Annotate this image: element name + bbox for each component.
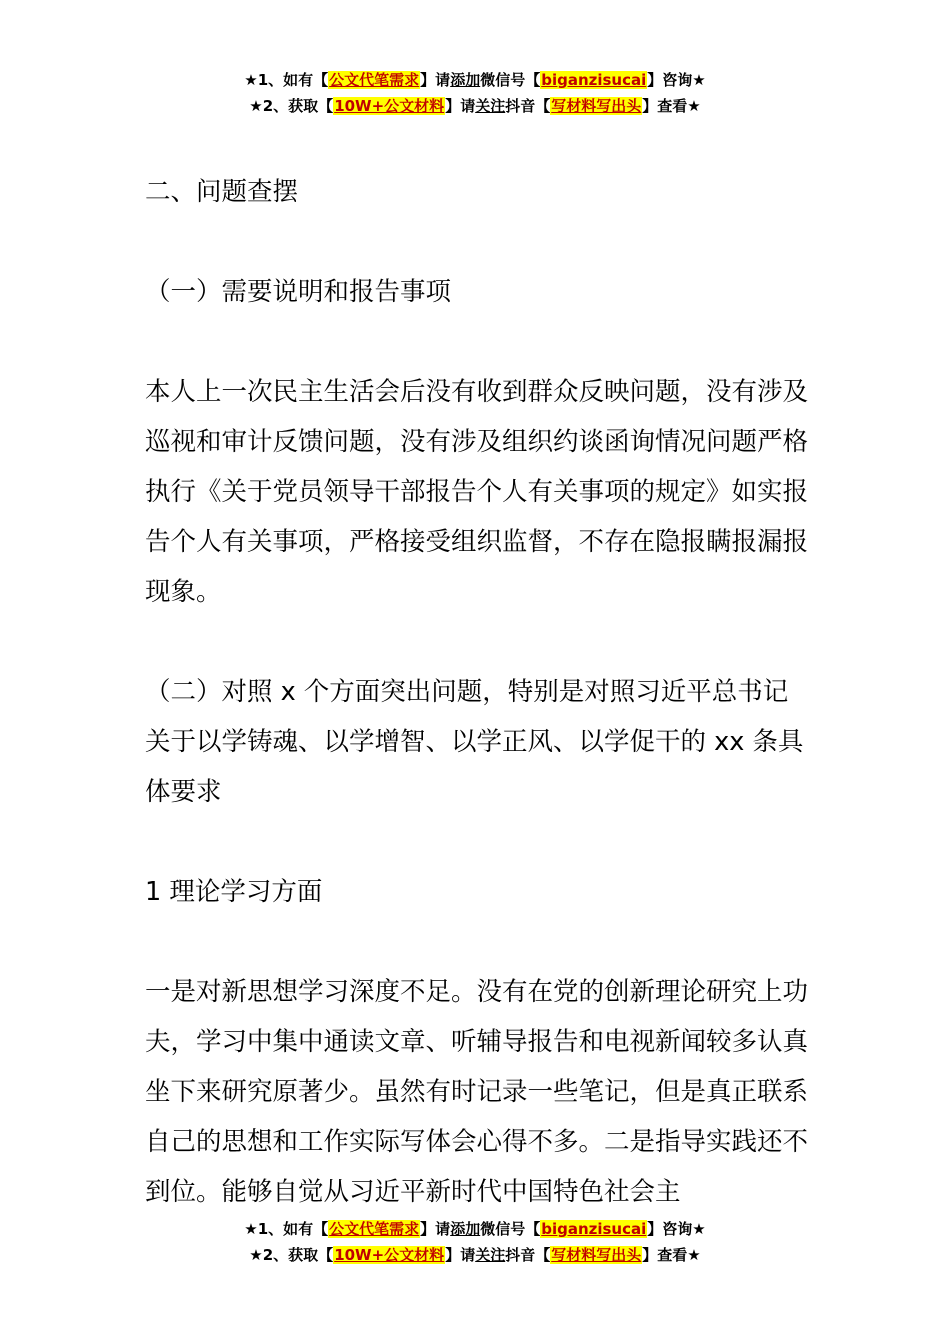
- footer-banner: [0, 1216, 950, 1268]
- highlight-douyin-account: 写材料写出头: [551, 97, 642, 115]
- banner-text: 抖音【: [505, 1246, 551, 1264]
- banner-line-1: [0, 1216, 950, 1242]
- banner-text: 】请: [420, 1220, 451, 1238]
- banner-text: 2、获取【: [262, 1246, 334, 1264]
- banner-emphasis: 关注: [475, 97, 506, 115]
- banner-line-1: [0, 67, 950, 93]
- banner-line-2: [0, 93, 950, 119]
- banner-text: 1、如有【: [257, 71, 329, 89]
- highlight-wechat-id: biganzisucai: [541, 1220, 647, 1238]
- banner-text: 2、获取【: [262, 97, 334, 115]
- banner-emphasis: 添加: [450, 1220, 481, 1238]
- star-icon: ★: [249, 97, 263, 115]
- star-icon: ★: [244, 1220, 258, 1238]
- highlight-materials: 10W+公文材料: [334, 1246, 445, 1264]
- banner-text: 】请: [445, 1246, 476, 1264]
- banner-text: 】咨询★: [647, 71, 706, 89]
- banner-emphasis: 添加: [450, 71, 481, 89]
- section-theory-study: 1 理论学习方面: [145, 877, 323, 907]
- highlight-materials: 10W+公文材料: [334, 97, 445, 115]
- document-body: [145, 167, 810, 1217]
- highlight-douyin-account: 写材料写出头: [551, 1246, 642, 1264]
- paragraph-theory-study: 一是对新思想学习深度不足。没有在党的创新理论研究上功夫，学习中集中通读文章、听辅导报告和电视新闻较多认真坐下来研究原著少。虽然有时记录一些笔记，但是真正联系自己的思想和工作实际写体会心得不多。二是指导实践还不到位。能够自觉从习近平新时代中国特色社会主: [145, 977, 809, 1207]
- highlight-service: 公文代笔需求: [329, 71, 420, 89]
- banner-text: 】咨询★: [647, 1220, 706, 1238]
- banner-text: 】请: [420, 71, 451, 89]
- banner-text: 1、如有【: [257, 1220, 329, 1238]
- banner-text: 微信号【: [480, 71, 541, 89]
- subheading-comparison: （二）对照 x 个方面突出问题，特别是对照习近平总书记关于以学铸魂、以学增智、以学正风、以学促干的 xx 条具体要求: [145, 677, 804, 807]
- star-icon: ★: [249, 1246, 263, 1264]
- banner-text: 】请: [445, 97, 476, 115]
- banner-text: 】查看★: [642, 97, 701, 115]
- section-heading: 二、问题查摆: [145, 177, 299, 207]
- header-banner: [0, 67, 950, 119]
- subheading-reporting: （一）需要说明和报告事项: [145, 277, 452, 307]
- banner-text: 微信号【: [480, 1220, 541, 1238]
- paragraph-reporting: 本人上一次民主生活会后没有收到群众反映问题，没有涉及巡视和审计反馈问题，没有涉及组织约谈函询情况问题严格执行《关于党员领导干部报告个人有关事项的规定》如实报告个人有关事项，严格接受组织监督，不存在隐报瞒报漏报现象。: [145, 377, 809, 607]
- star-icon: ★: [244, 71, 258, 89]
- banner-text: 】查看★: [642, 1246, 701, 1264]
- highlight-service: 公文代笔需求: [329, 1220, 420, 1238]
- banner-line-2: [0, 1242, 950, 1268]
- banner-emphasis: 关注: [475, 1246, 506, 1264]
- banner-text: 抖音【: [505, 97, 551, 115]
- highlight-wechat-id: biganzisucai: [541, 71, 647, 89]
